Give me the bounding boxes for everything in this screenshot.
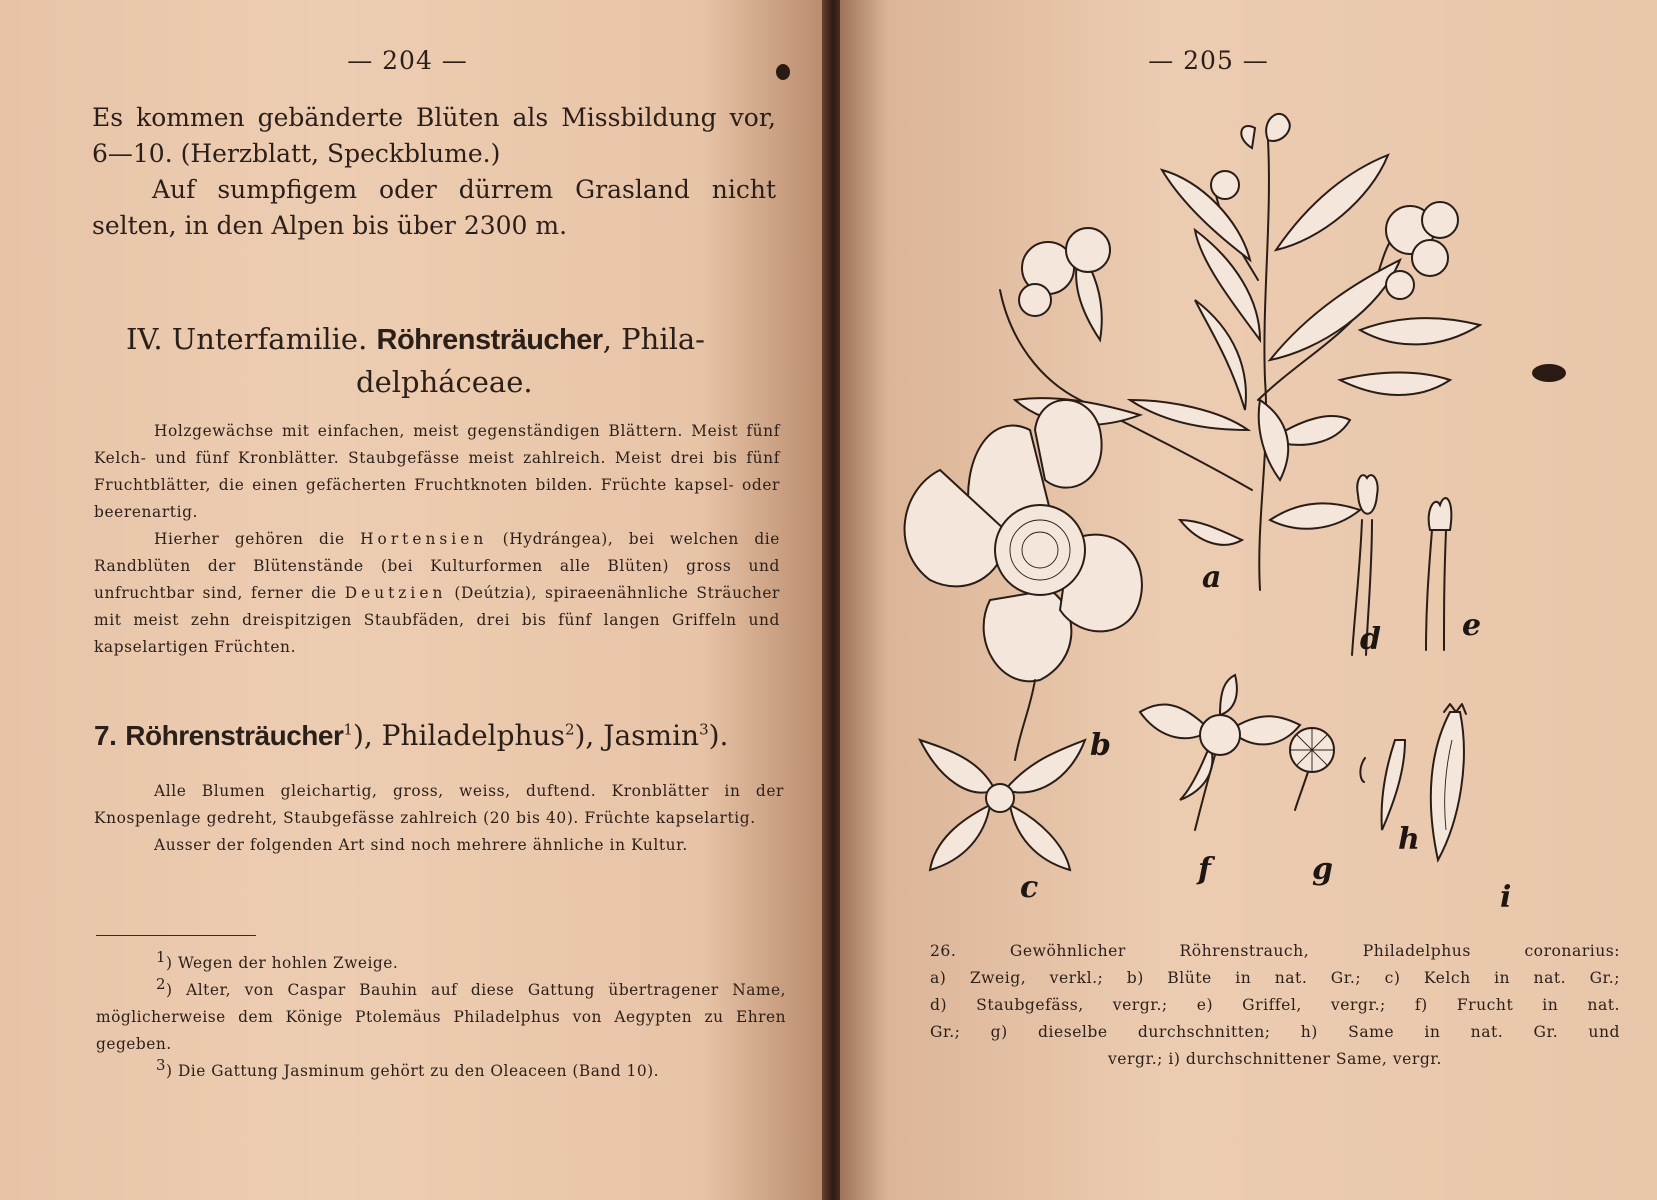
footnote-3: 3) Die Gattung Jasminum gehört zu den Oleaceen (Band 10). (156, 1055, 660, 1080)
figure-label-c: c (1020, 870, 1039, 905)
ink-spot (776, 64, 790, 80)
caption-line-1: 26. Gewöhnlicher Röhrenstrauch, Philadelphus coronarius: (930, 942, 1620, 960)
figure-label-h: h (1398, 822, 1420, 857)
footnote-1: 1) Wegen der hohlen Zweige. (156, 947, 399, 972)
figure-e-style (1426, 498, 1451, 650)
intro-line-1: Es kommen gebänderte Blüten als Missbildung vor, (92, 103, 776, 132)
species-number: 7. (94, 720, 117, 751)
intro-line-2: 6—10. (Herzblatt, Speckblume.) (92, 139, 501, 168)
left-page (0, 0, 825, 1200)
species-description (94, 778, 784, 859)
figure-caption (930, 938, 1620, 1073)
species-name: Röhrensträucher (125, 720, 344, 751)
subfamily-description (94, 418, 780, 661)
subfamily-name: Röhrensträucher (376, 324, 603, 356)
subfamily-more-text (94, 526, 780, 661)
more-text-2: (Hydrángea), bei welchen die Randblüten der Blütenstände (bei Kulturformen alle Blüten) gross und unfruchtbar sind, ferner die (94, 530, 780, 602)
figure-b-flower (905, 400, 1142, 760)
figure-i-cut-seed (1431, 704, 1466, 860)
subfamily-prefix: IV. Unterfamilie. (126, 322, 368, 356)
figure-f-fruit (1140, 675, 1300, 830)
figure-label-d: d (1360, 622, 1381, 657)
footnote-2: 2) Alter, von Caspar Bauhin auf diese Gattung übertragener Name, möglicherweise dem Könige Ptolemäus Philadelphus von Aegypten zu Ehren gegeben. (96, 974, 786, 1053)
figure-label-b: b (1090, 728, 1111, 763)
philadelphus-botanical-illustration (840, 100, 1600, 930)
caption-line-2: a) Zweig, verkl.; b) Blüte in nat. Gr.; c) Kelch in nat. Gr.; (930, 969, 1620, 987)
species-heading (94, 716, 794, 756)
intro-text (92, 100, 776, 244)
page-number-right: — 205 — (1148, 46, 1269, 75)
figure-label-f: f (1198, 852, 1211, 887)
right-page (840, 0, 1657, 1200)
subfamily-suffix-2: delpháceae. (356, 365, 533, 399)
more-text-1: Hierher gehören die (154, 530, 361, 548)
species-desc-text: Alle Blumen gleichartig, gross, weiss, duftend. Kronblätter in der Knospenlage gedreht, Staubgefässe zahlreich (20 bis 40). Früchte kapselartig. (94, 782, 784, 827)
figure-label-e: e (1462, 608, 1482, 643)
footnotes (96, 947, 786, 1085)
species-text-1: ), Philadelphus (352, 719, 565, 752)
subfamily-desc-text: Holzgewächse mit einfachen, meist gegenständigen Blättern. Meist fünf Kelch- und fünf Kronblätter. Staubgefässe meist zahlreich. Meist drei bis fünf Fruchtblätter, die einen gefächerten Fruchtknoten bilden. Früchte kapsel- oder beerenartig. (94, 422, 780, 521)
species-sup-2: 2 (564, 720, 575, 739)
figure-g-cut-fruit (1290, 728, 1334, 810)
ink-blot (1532, 364, 1566, 382)
more-text-3: (Deútzia), spiraeenähnliche Sträucher mit meist zehn dreispitzigen Staubfäden, drei bis fünf langen Griffeln und kapselartigen Früchten. (94, 584, 780, 656)
figure-label-i: i (1500, 880, 1512, 915)
species-text-2: ), Jasmin (574, 719, 700, 752)
species-sup-3: 3 (699, 720, 709, 739)
habitat-text: Auf sumpfigem oder dürrem Grasland nicht selten, in den Alpen bis über 2300 m. (92, 175, 776, 240)
caption-line-4: Gr.; g) dieselbe durchschnitten; h) Same in nat. Gr. und (930, 1023, 1620, 1041)
footnote-rule (96, 935, 256, 936)
figure-c-calyx (920, 740, 1085, 870)
figure-h-seed (1360, 740, 1405, 830)
species-text-3: ). (708, 719, 729, 752)
species-sup-1: 1 (343, 720, 353, 739)
figure-label-g: g (1312, 852, 1333, 887)
spaced-deutzien: Deutzien (344, 584, 447, 602)
page-number-left: — 204 — (347, 46, 468, 75)
species-more-text: Ausser der folgenden Art sind noch mehrere ähnliche in Kultur. (154, 836, 688, 854)
figure-label-a: a (1202, 560, 1222, 595)
caption-line-3: d) Staubgefäss, vergr.; e) Griffel, vergr.; f) Frucht in nat. (930, 996, 1620, 1014)
caption-line-5: vergr.; i) durchschnittener Same, vergr. (1108, 1050, 1442, 1068)
spaced-hortensien: Hortensien (360, 530, 488, 548)
subfamily-suffix-1: , Phila- (602, 322, 705, 356)
subfamily-heading (126, 318, 766, 403)
